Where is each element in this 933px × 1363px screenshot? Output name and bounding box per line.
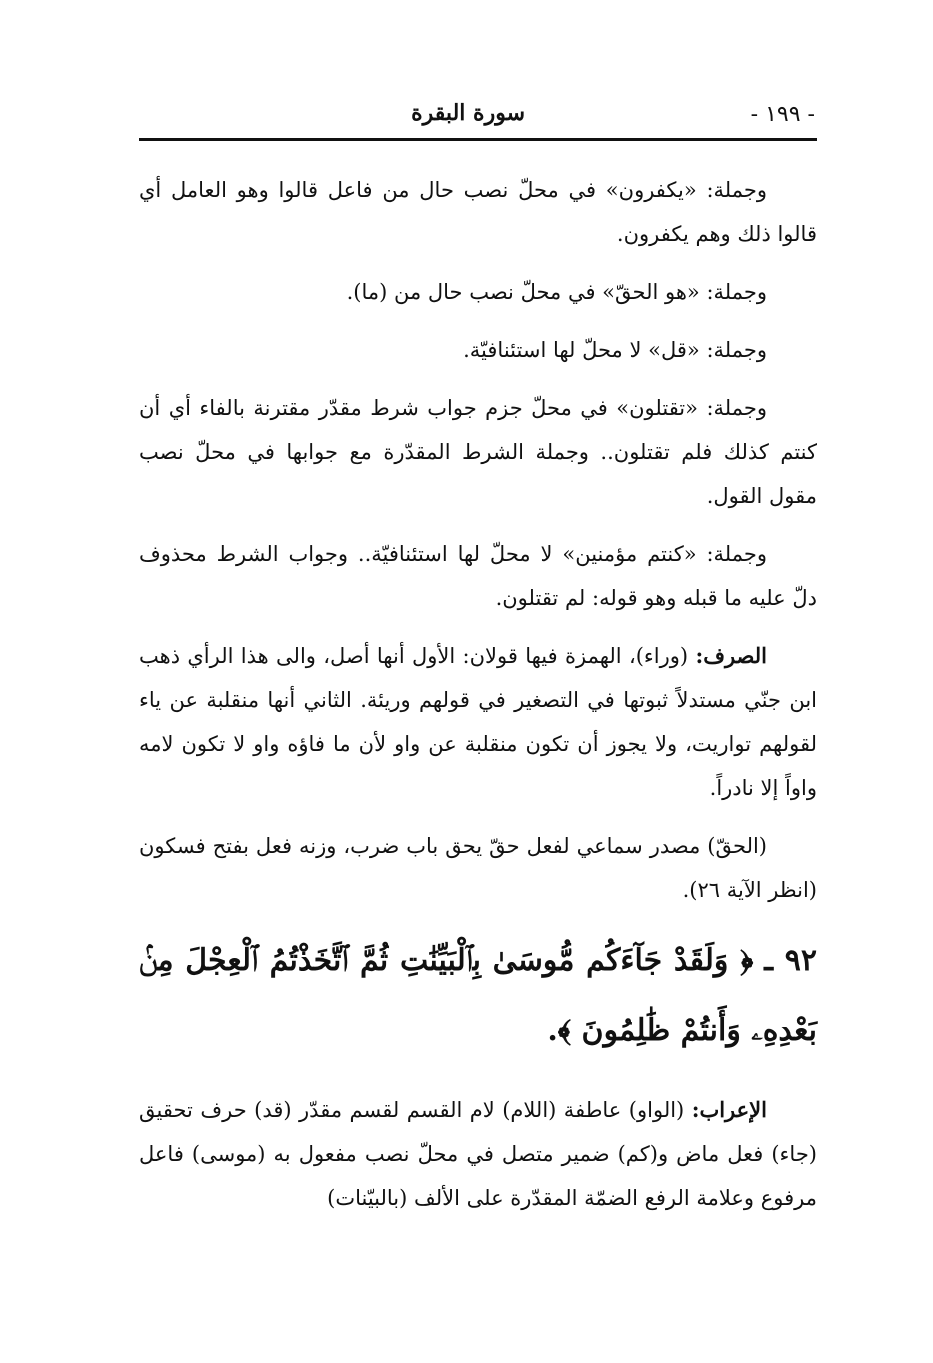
page-header — [139, 100, 815, 136]
quran-verse — [139, 926, 817, 1066]
paragraph-alhaq-masdar: (الحقّ) مصدر سماعي لفعل حقّ يحق باب ضرب، وزنه فعل بفتح فسكون (انظر الآية ٢٦). — [139, 834, 817, 902]
sarf-label: الصرف: — [695, 643, 767, 668]
paragraph-sarf — [139, 634, 817, 810]
page-number: - ١٩٩ - — [750, 102, 815, 127]
paragraph-yakfurun: وجملة: «يكفرون» في محلّ نصب حال من فاعل قالوا وهو العامل أي قالوا ذلك وهم يكفرون. — [139, 178, 817, 246]
paragraph-irab — [139, 1088, 817, 1220]
header-divider — [139, 138, 817, 141]
verse-number: ٩٢ ـ — [764, 943, 817, 978]
irab-text: (الواو) عاطفة (اللام) لام القسم لقسم مقدّر (قد) حرف تحقيق (جاء) فعل ماض و(كم) ضمير متصل في محلّ نصب مفعول به (موسى) فاعل مرفوع وعلامة الرفع الضمّة المقدّرة على الألف (بالبيّنات) — [139, 1098, 817, 1210]
paragraph-qul: وجملة: «قل» لا محلّ لها استئنافيّة. — [463, 338, 767, 362]
sarf-text: (وراء)، الهمزة فيها قولان: الأول أنها أصل، والى هذا الرأي ذهب ابن جنّي مستدلاً ثبوتها في التصغير في قولهم وريئة. الثاني أنها منقلبة عن ياء لقولهم تواريت، ولا يجوز أن تكون منقلبة عن واو لأن ما فاؤه واو لا تكون لامه واواً إلا نادراً. — [139, 644, 817, 800]
paragraph-kuntum-muminin: وجملة: «كنتم مؤمنين» لا محلّ لها استئنافيّة.. وجواب الشرط محذوف دلّ عليه ما قبله وهو قوله: لم تقتلون. — [139, 542, 817, 610]
paragraph-taqtulun: وجملة: «تقتلون» في محلّ جزم جواب شرط مقدّر مقترنة بالفاء أي أن كنتم كذلك فلم تقتلون.. وجملة الشرط المقدّرة مع جوابها في محلّ نصب مقول القول. — [139, 396, 817, 508]
verse-text: ﴿ وَلَقَدْ جَآءَكُم مُّوسَىٰ بِٱلْبَيِّنَٰتِ ثُمَّ ٱتَّخَذْتُمُ ٱلْعِجْلَ مِنۢ بَعْدِهِۦ وَأَنتُمْ ظَٰلِمُونَ ﴾. — [139, 943, 817, 1048]
paragraph-huwa-alhaq: وجملة: «هو الحقّ» في محلّ نصب حال من (ما). — [346, 280, 767, 304]
surah-title: سورة البقرة — [411, 100, 525, 126]
irab-label: الإعراب: — [691, 1097, 767, 1122]
page-body — [139, 168, 817, 1234]
